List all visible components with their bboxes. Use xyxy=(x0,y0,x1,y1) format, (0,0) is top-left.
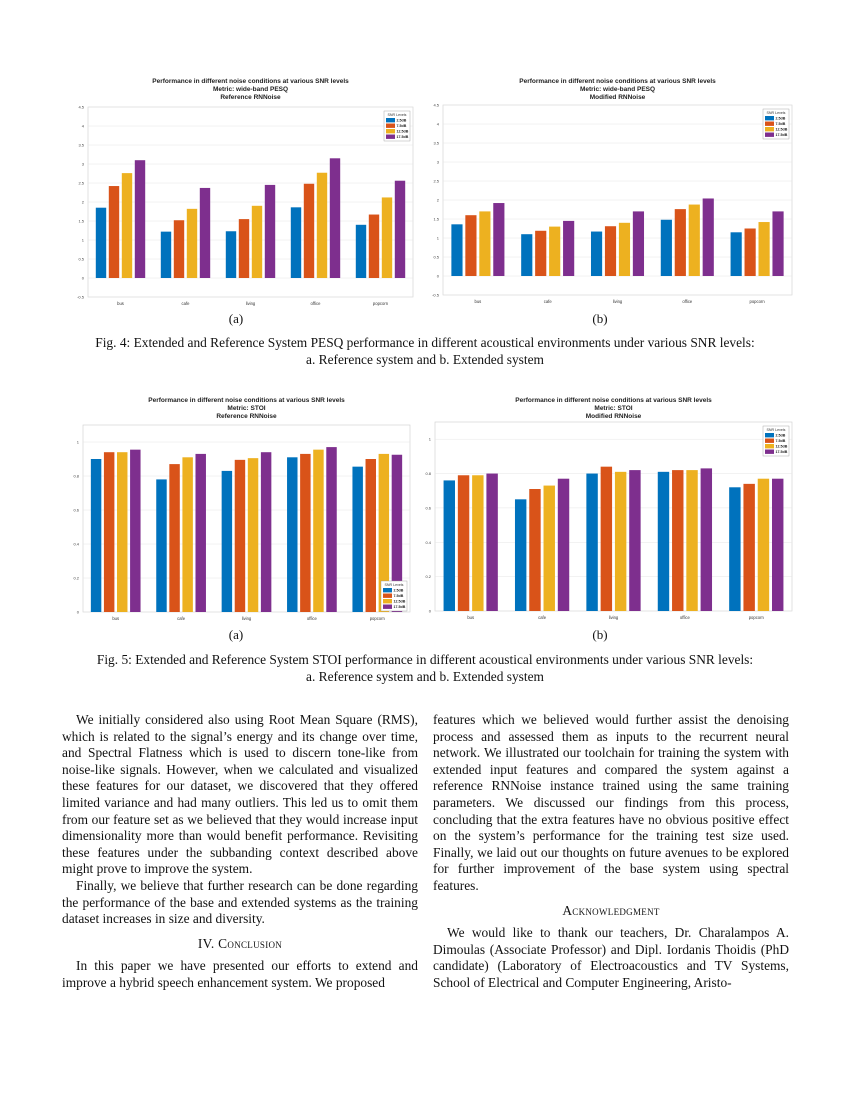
bar-cafe-7.5dB xyxy=(169,464,179,612)
chart-title-line: Reference RNNoise xyxy=(216,413,277,420)
bar-cafe-7.5dB xyxy=(535,231,546,276)
legend-swatch xyxy=(383,605,392,609)
bar-bus-2.5dB xyxy=(91,459,101,612)
legend-label: 7.5dB xyxy=(775,122,786,127)
x-tick-label: office xyxy=(306,616,317,621)
bar-popcorn-17.5dB xyxy=(772,479,783,611)
bar-popcorn-7.5dB xyxy=(366,459,376,612)
paragraph: We initially considered also using Root Mean Square (RMS), which is related to the signal’s energy and its change over time, and Spectral Flatness which is used to discern tone-like from noise-like signals. However, when we calculated and visualized these features for our dataset, we discovered that they offered limited variance and had many outliers. This led us to omit them from our feature set as we believed that they would increase input dimensionality more than would benefit performance. Revisiting these features under the subbanding context described above might prove to improve the system. xyxy=(62,712,418,877)
caption-line: a. Reference system and b. Extended system xyxy=(306,352,544,367)
chart-stoi-reference xyxy=(60,393,430,633)
legend-swatch xyxy=(765,133,774,137)
x-tick-label: popcorn xyxy=(749,299,765,304)
legend-title: SNR Levels xyxy=(766,428,786,432)
bar-cafe-12.5dB xyxy=(549,227,560,276)
chart-title-line: Metric: wide-band PESQ xyxy=(212,86,289,93)
chart-title-line: Modified RNNoise xyxy=(585,413,642,420)
x-tick-label: cafe xyxy=(538,615,547,620)
y-tick-label: 0.4 xyxy=(425,539,431,545)
section-heading-conclusion: IV. Conclusion xyxy=(197,935,283,951)
chart-title-line: Metric: STOI xyxy=(227,405,266,412)
y-tick-label: 4 xyxy=(81,123,84,129)
bar-living-7.5dB xyxy=(605,226,616,276)
figure-caption-5 xyxy=(40,651,810,685)
bar-living-12.5dB xyxy=(252,206,262,278)
bar-office-17.5dB xyxy=(703,198,714,276)
legend-label: 2.5dB xyxy=(396,118,407,123)
x-tick-label: office xyxy=(682,299,693,304)
paragraph: features which we believed would further assist the denoising process and assessed them as inputs to the recurrent neural network. We illustrated our toolchain for training the system with extended input features and compared the system against a reference RNNoise instance trained using the same training parameters. We discussed our findings from this process, concluding that the extra features have no obvious positive effect on the system’s performance for the training test size used. Finally, we laid out our thoughts on future avenues to be explored for further improvement of the base system using spectral features. xyxy=(433,712,789,893)
bar-cafe-7.5dB xyxy=(529,489,540,611)
x-tick-label: popcorn xyxy=(369,616,385,621)
legend-title: SNR Levels xyxy=(384,583,404,587)
bar-office-7.5dB xyxy=(675,209,686,276)
y-tick-label: 0 xyxy=(428,608,431,614)
bar-popcorn-7.5dB xyxy=(369,215,379,278)
bar-bus-7.5dB xyxy=(465,215,476,276)
chart-title-line: Performance in different noise conditions at various SNR levels xyxy=(515,397,712,404)
bar-popcorn-12.5dB xyxy=(382,197,392,278)
legend-swatch xyxy=(765,433,774,437)
bar-bus-2.5dB xyxy=(96,208,106,278)
chart-pesq-reference xyxy=(60,74,430,314)
bar-popcorn-2.5dB xyxy=(356,225,366,278)
left-column xyxy=(62,712,418,992)
caption-line: Fig. 5: Extended and Reference System STOI performance in different acoustical environments under various SNR levels: xyxy=(96,652,754,667)
y-tick-label: 1 xyxy=(436,235,439,241)
legend-swatch xyxy=(765,122,774,126)
bar-bus-12.5dB xyxy=(122,173,132,278)
bar-bus-17.5dB xyxy=(135,160,145,278)
legend-swatch xyxy=(383,588,392,592)
legend-swatch xyxy=(386,129,395,133)
bar-living-12.5dB xyxy=(619,223,630,276)
bar-office-2.5dB xyxy=(658,472,669,611)
y-tick-label: 2 xyxy=(81,199,84,205)
y-tick-label: 1 xyxy=(81,237,84,243)
legend-label: 17.5dB xyxy=(393,605,406,610)
chart-pesq-modified xyxy=(425,74,805,314)
legend-label: 17.5dB xyxy=(775,450,788,455)
y-tick-label: 0.4 xyxy=(73,541,79,547)
legend-swatch xyxy=(386,124,395,128)
bar-popcorn-2.5dB xyxy=(731,232,742,276)
bar-popcorn-7.5dB xyxy=(743,484,754,611)
legend-swatch xyxy=(765,127,774,131)
y-tick-label: 0 xyxy=(436,273,439,279)
subfigure-label-a: (a) xyxy=(228,627,244,642)
bar-office-2.5dB xyxy=(291,207,301,278)
chart-title-line: Modified RNNoise xyxy=(589,94,646,101)
y-tick-label: 3.5 xyxy=(78,142,84,148)
y-tick-label: 4.5 xyxy=(78,104,84,110)
legend-label: 12.5dB xyxy=(775,444,788,449)
y-tick-label: 0.5 xyxy=(78,256,84,262)
y-tick-label: 1.5 xyxy=(78,218,84,224)
bar-living-17.5dB xyxy=(265,185,275,278)
legend-label: 7.5dB xyxy=(775,439,786,444)
bar-office-7.5dB xyxy=(300,454,310,612)
chart-svg xyxy=(425,74,805,314)
bar-cafe-12.5dB xyxy=(182,457,192,612)
bar-office-17.5dB xyxy=(326,447,336,612)
legend-label: 12.5dB xyxy=(396,129,409,134)
chart-svg xyxy=(425,393,805,633)
bar-bus-17.5dB xyxy=(486,474,497,611)
bar-bus-12.5dB xyxy=(472,475,483,611)
x-tick-label: bus xyxy=(467,615,475,620)
bar-popcorn-7.5dB xyxy=(745,229,756,277)
legend-label: 7.5dB xyxy=(393,594,404,599)
y-tick-label: 3.5 xyxy=(433,140,439,146)
y-tick-label: 0.5 xyxy=(433,254,439,260)
legend-label: 12.5dB xyxy=(393,599,406,604)
bar-popcorn-17.5dB xyxy=(395,181,405,278)
bar-office-12.5dB xyxy=(686,470,697,611)
legend-swatch xyxy=(386,118,395,122)
legend-swatch xyxy=(765,444,774,448)
section-heading-acknowledgment: Acknowledgment xyxy=(562,902,660,918)
y-tick-label: 0.2 xyxy=(425,574,431,580)
paragraph: We would like to thank our teachers, Dr. Charalampos A. Dimoulas (Associate Professor) and Dipl. Iordanis Thoidis (PhD candidate) (Laboratory of Electroacoustics and TV Systems, School of Electrical and Computer Engineering, Aristo- xyxy=(433,925,789,990)
chart-stoi-modified xyxy=(425,393,805,633)
legend-label: 2.5dB xyxy=(393,588,404,593)
bar-bus-12.5dB xyxy=(117,452,127,612)
x-tick-label: bus xyxy=(474,299,482,304)
bar-living-17.5dB xyxy=(261,452,271,612)
x-tick-label: living xyxy=(245,301,256,306)
bar-office-17.5dB xyxy=(330,158,340,278)
bar-popcorn-17.5dB xyxy=(772,211,783,276)
bar-cafe-17.5dB xyxy=(195,454,205,612)
legend-label: 17.5dB xyxy=(396,135,409,140)
y-tick-label: 3 xyxy=(436,159,439,165)
bar-living-7.5dB xyxy=(601,467,612,611)
bar-cafe-2.5dB xyxy=(515,499,526,611)
bar-cafe-12.5dB xyxy=(544,486,555,611)
bar-office-2.5dB xyxy=(661,220,672,276)
x-tick-label: living xyxy=(608,615,619,620)
y-tick-label: 1.5 xyxy=(433,216,439,222)
legend-swatch xyxy=(383,594,392,598)
y-tick-label: 4 xyxy=(436,121,439,127)
bar-cafe-2.5dB xyxy=(161,232,171,278)
bar-office-12.5dB xyxy=(313,450,323,612)
bar-living-12.5dB xyxy=(615,472,626,611)
caption-line: a. Reference system and b. Extended system xyxy=(306,669,544,684)
bar-cafe-2.5dB xyxy=(156,479,166,612)
chart-svg xyxy=(60,74,430,314)
legend-label: 2.5dB xyxy=(775,433,786,438)
y-tick-label: 0 xyxy=(81,275,84,281)
bar-bus-7.5dB xyxy=(104,452,114,612)
subfigure-label-a: (a) xyxy=(228,311,244,326)
legend-swatch xyxy=(765,439,774,443)
bar-living-17.5dB xyxy=(629,470,640,611)
bar-popcorn-12.5dB xyxy=(758,222,769,276)
chart-title-line: Metric: STOI xyxy=(594,405,633,412)
subfigure-label-b: (b) xyxy=(592,627,608,642)
chart-title-line: Performance in different noise conditions at various SNR levels xyxy=(519,78,716,85)
y-tick-label: 1 xyxy=(428,436,431,442)
figure-caption-4 xyxy=(40,334,810,368)
chart-svg xyxy=(60,393,430,633)
x-tick-label: cafe xyxy=(543,299,552,304)
bar-office-17.5dB xyxy=(701,468,712,611)
legend-label: 7.5dB xyxy=(396,124,407,129)
y-tick-label: 0.6 xyxy=(425,505,431,511)
y-tick-label: 2.5 xyxy=(78,180,84,186)
legend-label: 12.5dB xyxy=(775,127,788,132)
x-tick-label: living xyxy=(612,299,623,304)
legend-title: SNR Levels xyxy=(387,113,407,117)
y-tick-label: 3 xyxy=(81,161,84,167)
y-tick-label: 0.2 xyxy=(73,575,79,581)
x-tick-label: popcorn xyxy=(372,301,389,306)
bar-living-17.5dB xyxy=(633,211,644,276)
legend-swatch xyxy=(386,135,395,139)
bar-office-12.5dB xyxy=(689,205,700,276)
y-tick-label: -0.5 xyxy=(432,292,439,298)
x-tick-label: bus xyxy=(117,301,124,306)
x-tick-label: bus xyxy=(112,616,120,621)
x-tick-label: cafe xyxy=(181,301,190,306)
bar-popcorn-12.5dB xyxy=(758,479,769,611)
bar-living-2.5dB xyxy=(222,471,232,612)
paragraph: Finally, we believe that further research can be done regarding the performance of the base and extended systems as the training dataset increases in size and diversity. xyxy=(62,877,418,927)
bar-cafe-17.5dB xyxy=(558,479,569,611)
y-tick-label: 2 xyxy=(436,197,439,203)
x-tick-label: office xyxy=(310,301,321,306)
bar-bus-7.5dB xyxy=(458,475,469,611)
bar-living-7.5dB xyxy=(239,219,249,278)
legend-swatch xyxy=(383,599,392,603)
bar-living-7.5dB xyxy=(235,460,245,612)
x-tick-label: cafe xyxy=(177,616,186,621)
x-tick-label: living xyxy=(241,616,252,621)
paragraph: In this paper we have presented our efforts to extend and improve a hybrid speech enhancement system. We proposed xyxy=(62,958,418,990)
bar-cafe-7.5dB xyxy=(174,220,184,278)
bar-living-2.5dB xyxy=(591,232,602,276)
legend-label: 17.5dB xyxy=(775,133,788,138)
caption-line: Fig. 4: Extended and Reference System PESQ performance in different acoustical environments under various SNR levels: xyxy=(95,335,755,350)
bar-office-7.5dB xyxy=(304,184,314,278)
bar-cafe-17.5dB xyxy=(200,188,210,278)
y-tick-label: 0.6 xyxy=(73,507,79,513)
bar-bus-17.5dB xyxy=(493,203,504,276)
chart-title-line: Performance in different noise conditions at various SNR levels xyxy=(152,78,349,85)
legend-label: 2.5dB xyxy=(775,116,786,121)
bar-popcorn-2.5dB xyxy=(729,487,740,611)
bar-bus-7.5dB xyxy=(109,186,119,278)
bar-bus-2.5dB xyxy=(451,224,462,276)
bar-cafe-17.5dB xyxy=(563,221,574,276)
right-column xyxy=(433,712,789,992)
y-tick-label: 2.5 xyxy=(433,178,439,184)
bar-office-12.5dB xyxy=(317,173,327,278)
bar-office-2.5dB xyxy=(287,457,297,612)
chart-title-line: Metric: wide-band PESQ xyxy=(579,86,656,93)
chart-title-line: Performance in different noise conditions at various SNR levels xyxy=(148,397,345,404)
bar-living-2.5dB xyxy=(586,474,597,611)
y-tick-label: 1 xyxy=(76,439,79,445)
y-tick-label: 0.8 xyxy=(73,473,79,479)
subfigure-label-b: (b) xyxy=(592,311,608,326)
bar-bus-17.5dB xyxy=(130,450,140,612)
x-tick-label: popcorn xyxy=(748,615,764,620)
x-tick-label: office xyxy=(679,615,690,620)
bar-office-7.5dB xyxy=(672,470,683,611)
y-tick-label: 0 xyxy=(76,609,79,615)
legend-swatch xyxy=(765,450,774,454)
bar-bus-2.5dB xyxy=(444,480,455,611)
bar-living-12.5dB xyxy=(248,458,258,612)
legend-title: SNR Levels xyxy=(766,111,786,115)
legend-swatch xyxy=(765,116,774,120)
y-tick-label: -0.5 xyxy=(77,294,84,300)
chart-title-line: Reference RNNoise xyxy=(220,94,281,101)
y-tick-label: 4.5 xyxy=(433,102,439,108)
bar-living-2.5dB xyxy=(226,231,236,278)
bar-popcorn-2.5dB xyxy=(352,467,362,612)
bar-cafe-2.5dB xyxy=(521,234,532,276)
bar-cafe-12.5dB xyxy=(187,209,197,278)
bar-bus-12.5dB xyxy=(479,211,490,276)
y-tick-label: 0.8 xyxy=(425,471,431,477)
